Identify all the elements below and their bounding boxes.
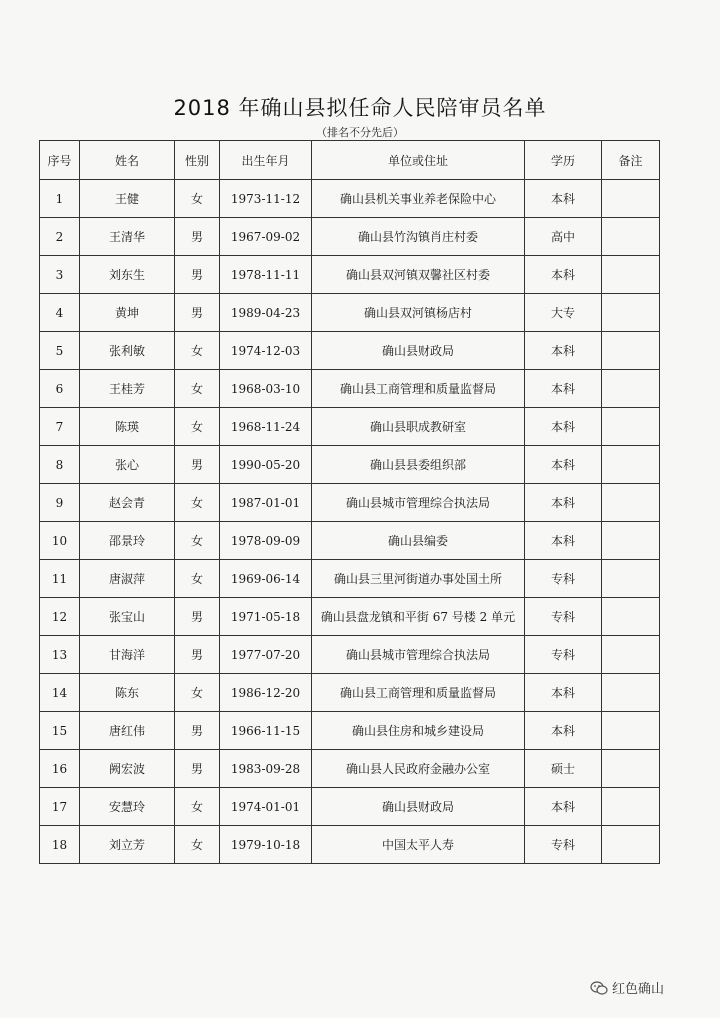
- header-index: 序号: [40, 141, 80, 180]
- cell-birth-date: 1977-07-20: [220, 636, 312, 674]
- cell-gender: 女: [175, 484, 220, 522]
- table-row: [40, 408, 660, 446]
- cell-gender: 女: [175, 332, 220, 370]
- cell-organization: 确山县竹沟镇肖庄村委: [312, 218, 525, 256]
- cell-education: 本科: [525, 788, 602, 826]
- cell-education: 本科: [525, 522, 602, 560]
- table-row: [40, 788, 660, 826]
- cell-name: 阙宏波: [80, 750, 175, 788]
- cell-name: 王桂芳: [80, 370, 175, 408]
- cell-remarks: [602, 712, 660, 750]
- cell-remarks: [602, 370, 660, 408]
- watermark: [590, 978, 664, 997]
- cell-education: 本科: [525, 370, 602, 408]
- cell-education: 大专: [525, 294, 602, 332]
- cell-index: 7: [40, 408, 80, 446]
- cell-organization: 确山县住房和城乡建设局: [312, 712, 525, 750]
- cell-index: 15: [40, 712, 80, 750]
- cell-index: 13: [40, 636, 80, 674]
- cell-gender: 男: [175, 218, 220, 256]
- table-row: [40, 332, 660, 370]
- cell-birth-date: 1967-09-02: [220, 218, 312, 256]
- cell-gender: 女: [175, 826, 220, 864]
- cell-education: 本科: [525, 712, 602, 750]
- cell-organization: 确山县双河镇双馨社区村委: [312, 256, 525, 294]
- cell-index: 9: [40, 484, 80, 522]
- wechat-icon: [590, 981, 608, 995]
- cell-remarks: [602, 750, 660, 788]
- page-title: 2018 年确山县拟任命人民陪审员名单: [173, 96, 547, 120]
- cell-birth-date: 1968-11-24: [220, 408, 312, 446]
- table-body: [40, 180, 660, 864]
- cell-gender: 男: [175, 598, 220, 636]
- cell-name: 唐红伟: [80, 712, 175, 750]
- table-row: [40, 180, 660, 218]
- cell-index: 6: [40, 370, 80, 408]
- header-name: 姓名: [80, 141, 175, 180]
- table-header-row: [40, 141, 660, 180]
- cell-birth-date: 1979-10-18: [220, 826, 312, 864]
- cell-index: 11: [40, 560, 80, 598]
- cell-remarks: [602, 522, 660, 560]
- table-row: [40, 636, 660, 674]
- cell-gender: 男: [175, 636, 220, 674]
- cell-birth-date: 1971-05-18: [220, 598, 312, 636]
- cell-remarks: [602, 788, 660, 826]
- watermark-text: 红色确山: [612, 982, 665, 997]
- cell-remarks: [602, 636, 660, 674]
- cell-organization: 确山县编委: [312, 522, 525, 560]
- header-gender: 性别: [175, 141, 220, 180]
- page-subtitle: （排名不分先后）: [316, 126, 404, 139]
- cell-education: 专科: [525, 560, 602, 598]
- cell-organization: 确山县职成教研室: [312, 408, 525, 446]
- header-education: 学历: [525, 141, 602, 180]
- cell-birth-date: 1986-12-20: [220, 674, 312, 712]
- cell-remarks: [602, 218, 660, 256]
- cell-gender: 男: [175, 712, 220, 750]
- cell-education: 本科: [525, 446, 602, 484]
- cell-index: 1: [40, 180, 80, 218]
- cell-remarks: [602, 826, 660, 864]
- cell-name: 刘立芳: [80, 826, 175, 864]
- cell-index: 8: [40, 446, 80, 484]
- table-row: [40, 370, 660, 408]
- cell-organization: 确山县县委组织部: [312, 446, 525, 484]
- cell-gender: 女: [175, 408, 220, 446]
- cell-name: 甘海洋: [80, 636, 175, 674]
- cell-index: 16: [40, 750, 80, 788]
- cell-remarks: [602, 332, 660, 370]
- cell-index: 3: [40, 256, 80, 294]
- cell-index: 5: [40, 332, 80, 370]
- header-birth-date: 出生年月: [220, 141, 312, 180]
- cell-name: 黄坤: [80, 294, 175, 332]
- table-row: [40, 446, 660, 484]
- cell-remarks: [602, 484, 660, 522]
- cell-birth-date: 1974-01-01: [220, 788, 312, 826]
- cell-education: 专科: [525, 598, 602, 636]
- table-row: [40, 256, 660, 294]
- cell-education: 高中: [525, 218, 602, 256]
- cell-education: 本科: [525, 674, 602, 712]
- cell-remarks: [602, 294, 660, 332]
- table-row: [40, 294, 660, 332]
- cell-gender: 男: [175, 256, 220, 294]
- cell-organization: 确山县财政局: [312, 332, 525, 370]
- table-row: [40, 560, 660, 598]
- cell-index: 14: [40, 674, 80, 712]
- cell-organization: 确山县城市管理综合执法局: [312, 484, 525, 522]
- cell-gender: 男: [175, 750, 220, 788]
- cell-birth-date: 1968-03-10: [220, 370, 312, 408]
- cell-gender: 男: [175, 294, 220, 332]
- cell-education: 本科: [525, 408, 602, 446]
- cell-organization: 确山县机关事业养老保险中心: [312, 180, 525, 218]
- roster-table: [39, 140, 660, 864]
- cell-gender: 女: [175, 788, 220, 826]
- cell-organization: 确山县城市管理综合执法局: [312, 636, 525, 674]
- cell-education: 专科: [525, 636, 602, 674]
- cell-remarks: [602, 446, 660, 484]
- cell-education: 本科: [525, 256, 602, 294]
- cell-organization: 确山县财政局: [312, 788, 525, 826]
- cell-birth-date: 1969-06-14: [220, 560, 312, 598]
- cell-name: 张利敏: [80, 332, 175, 370]
- table-row: [40, 674, 660, 712]
- cell-organization: 中国太平人寿: [312, 826, 525, 864]
- cell-gender: 男: [175, 446, 220, 484]
- table-row: [40, 218, 660, 256]
- cell-education: 硕士: [525, 750, 602, 788]
- table-row: [40, 598, 660, 636]
- cell-remarks: [602, 408, 660, 446]
- cell-name: 唐淑萍: [80, 560, 175, 598]
- cell-birth-date: 1989-04-23: [220, 294, 312, 332]
- cell-education: 本科: [525, 332, 602, 370]
- cell-birth-date: 1973-11-12: [220, 180, 312, 218]
- cell-birth-date: 1978-09-09: [220, 522, 312, 560]
- cell-index: 4: [40, 294, 80, 332]
- cell-birth-date: 1974-12-03: [220, 332, 312, 370]
- cell-organization: 确山县双河镇杨店村: [312, 294, 525, 332]
- cell-birth-date: 1966-11-15: [220, 712, 312, 750]
- cell-birth-date: 1983-09-28: [220, 750, 312, 788]
- cell-index: 10: [40, 522, 80, 560]
- cell-organization: 确山县工商管理和质量监督局: [312, 370, 525, 408]
- cell-remarks: [602, 674, 660, 712]
- table-row: [40, 750, 660, 788]
- table-row: [40, 522, 660, 560]
- cell-education: 本科: [525, 180, 602, 218]
- cell-gender: 女: [175, 180, 220, 218]
- cell-remarks: [602, 256, 660, 294]
- cell-organization: 确山县盘龙镇和平街 67 号楼 2 单元: [312, 598, 525, 636]
- cell-gender: 女: [175, 522, 220, 560]
- cell-index: 18: [40, 826, 80, 864]
- cell-index: 2: [40, 218, 80, 256]
- cell-name: 赵会青: [80, 484, 175, 522]
- cell-name: 张宝山: [80, 598, 175, 636]
- cell-organization: 确山县三里河街道办事处国土所: [312, 560, 525, 598]
- cell-remarks: [602, 560, 660, 598]
- cell-remarks: [602, 598, 660, 636]
- table-row: [40, 484, 660, 522]
- cell-index: 17: [40, 788, 80, 826]
- cell-name: 王清华: [80, 218, 175, 256]
- cell-name: 张心: [80, 446, 175, 484]
- cell-index: 12: [40, 598, 80, 636]
- cell-name: 邵景玲: [80, 522, 175, 560]
- cell-education: 本科: [525, 484, 602, 522]
- cell-birth-date: 1990-05-20: [220, 446, 312, 484]
- cell-name: 刘东生: [80, 256, 175, 294]
- cell-birth-date: 1987-01-01: [220, 484, 312, 522]
- cell-name: 陈瑛: [80, 408, 175, 446]
- cell-gender: 女: [175, 674, 220, 712]
- header-remarks: 备注: [602, 141, 660, 180]
- cell-education: 专科: [525, 826, 602, 864]
- cell-gender: 女: [175, 370, 220, 408]
- cell-name: 安慧玲: [80, 788, 175, 826]
- cell-birth-date: 1978-11-11: [220, 256, 312, 294]
- table-row: [40, 712, 660, 750]
- cell-organization: 确山县工商管理和质量监督局: [312, 674, 525, 712]
- header-organization: 单位或住址: [312, 141, 525, 180]
- cell-name: 王健: [80, 180, 175, 218]
- cell-name: 陈东: [80, 674, 175, 712]
- table-row: [40, 826, 660, 864]
- cell-gender: 女: [175, 560, 220, 598]
- cell-remarks: [602, 180, 660, 218]
- cell-organization: 确山县人民政府金融办公室: [312, 750, 525, 788]
